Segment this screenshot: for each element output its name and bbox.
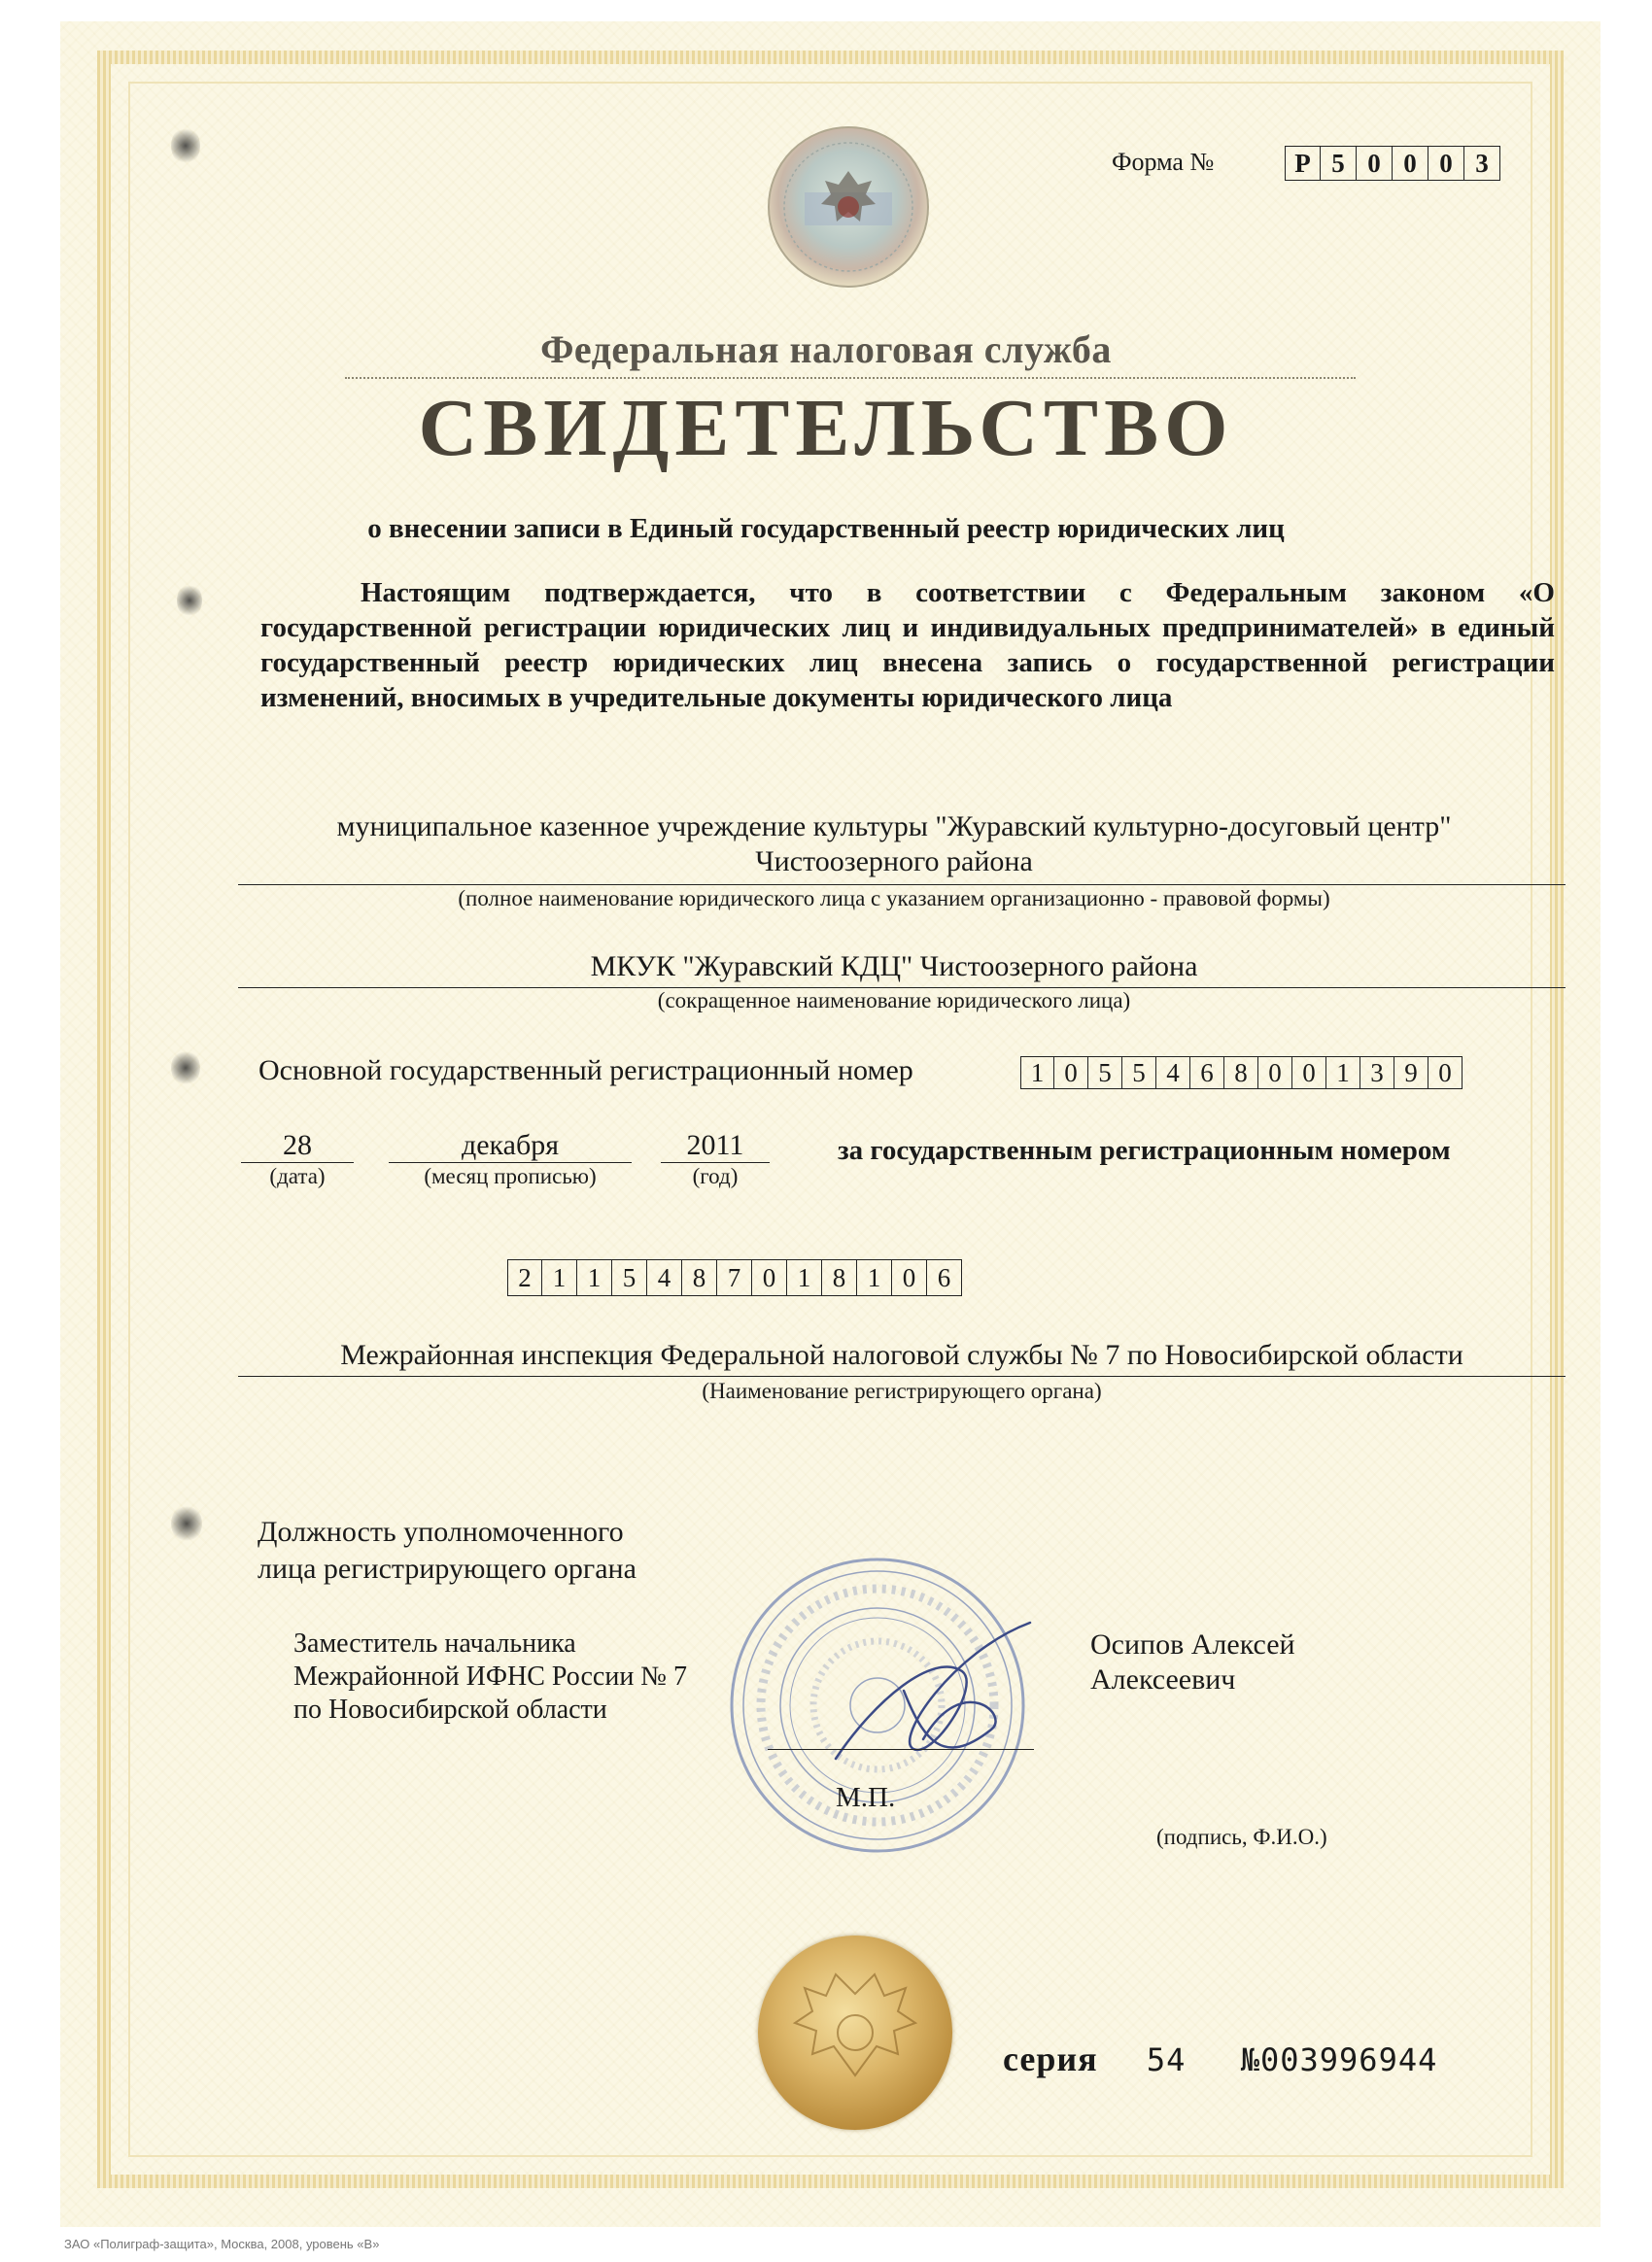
authority-underline [238,1376,1566,1377]
grn-digit: 5 [612,1259,647,1296]
dotted-divider [345,377,1356,379]
signature [816,1613,1069,1798]
grn-digit: 0 [752,1259,787,1296]
position-label-line2: лица регистрирующего органа [258,1553,637,1585]
certificate-title: СВИДЕТЕЛЬСТВО [418,383,1234,473]
grn-digit: 0 [892,1259,927,1296]
official-name-line2: Алексеевич [1090,1663,1236,1696]
grn-digit: 7 [717,1259,752,1296]
ogrn-digit: 5 [1088,1056,1122,1089]
grn-digit: 1 [577,1259,612,1296]
ink-smudge [171,1504,202,1543]
official-name-line1: Осипов Алексей [1090,1628,1295,1661]
grn-digit: 4 [647,1259,682,1296]
ogrn-digit: 8 [1224,1056,1258,1089]
seal-place-label: М.П. [836,1782,896,1813]
ink-smudge [171,126,200,165]
series-code: 54 [1146,2041,1187,2078]
date-year-underline [661,1162,770,1163]
date-month: декабря [461,1129,560,1161]
agency-name: Федеральная налоговая служба [540,327,1112,371]
official-position-line1: Заместитель начальника [293,1628,576,1659]
certificate-subtitle: о внесении записи в Единый государственный реестр юридических лиц [367,513,1285,544]
grn-digit: 8 [822,1259,857,1296]
official-position-line2: Межрайонной ИФНС России № 7 [293,1662,688,1692]
authority-caption: (Наименование регистрирующего органа) [702,1379,1102,1403]
statement-paragraph: Настоящим подтверждается, что в соответствии с Федеральным законом «О государственной регистрации юридических лиц и индивидуальных предпринимателей» в единый государственный реестр юридических лиц внесена запись о государственной регистрации изменений, вносимых в учредительные документы юридического лица [260,577,1555,713]
ink-smudge [171,1049,200,1086]
grn-digit: 1 [857,1259,892,1296]
ogrn-digit: 6 [1190,1056,1224,1089]
ogrn-digit: 0 [1054,1056,1088,1089]
date-month-caption: (месяц прописью) [424,1164,597,1188]
signature-line [768,1749,1034,1750]
full-name-line1: муниципальное казенное учреждение культуры "Журавский культурно-досуговый центр" [336,810,1452,842]
grn-digit: 8 [682,1259,717,1296]
ogrn-digit: 5 [1122,1056,1156,1089]
full-name-line2: Чистоозерного района [755,845,1033,877]
date-month-underline [389,1162,632,1163]
short-name: МКУК "Журавский КДЦ" Чистоозерного района [590,950,1198,982]
date-year: 2011 [686,1129,744,1161]
short-name-caption: (сокращенное наименование юридического лица) [657,988,1131,1012]
grn-cells [507,1259,962,1296]
date-day-caption: (дата) [269,1164,326,1188]
form-number-cells [1285,146,1500,181]
form-number-cell: 0 [1428,146,1464,181]
gold-seal [758,1936,952,2130]
eagle-emblem-icon [758,1936,952,2130]
hologram-emblem [766,124,931,290]
series-number [1003,2039,1437,2079]
ogrn-digit: 9 [1394,1056,1428,1089]
series-word: серия [1003,2039,1098,2078]
form-number-cell: 5 [1321,146,1357,181]
authority-name: Межрайонная инспекция Федеральной налоговой службы № 7 по Новосибирской области [340,1339,1463,1371]
ogrn-digit: 1 [1326,1056,1360,1089]
ogrn-digit: 0 [1428,1056,1463,1089]
grn-label: за государственным регистрационным номером [838,1135,1451,1166]
full-name-underline [238,884,1566,885]
date-year-caption: (год) [692,1164,739,1188]
signature-caption: (подпись, Ф.И.О.) [1156,1825,1327,1849]
ogrn-digit: 4 [1156,1056,1190,1089]
form-number-cell: Р [1285,146,1321,181]
ogrn-digit: 0 [1258,1056,1292,1089]
document-number: №003996944 [1240,2041,1438,2078]
grn-digit: 6 [927,1259,962,1296]
grn-digit: 1 [542,1259,577,1296]
form-number-cell: 0 [1357,146,1393,181]
ogrn-digit: 0 [1292,1056,1326,1089]
form-number-cell: 0 [1393,146,1428,181]
form-number-label: Форма № [1112,148,1215,176]
ogrn-label: Основной государственный регистрационный номер [258,1054,913,1086]
ogrn-cells [1020,1056,1463,1089]
position-label-line1: Должность уполномоченного [258,1516,624,1548]
grn-digit: 1 [787,1259,822,1296]
full-name-caption: (полное наименование юридического лица с указанием организационно - правовой формы) [458,886,1330,910]
ogrn-digit: 3 [1360,1056,1394,1089]
form-number-cell: 3 [1464,146,1500,181]
date-day-underline [241,1162,354,1163]
official-position-line3: по Новосибирской области [293,1695,607,1725]
ogrn-digit: 1 [1020,1056,1054,1089]
printer-footer: ЗАО «Полиграф-защита», Москва, 2008, уровень «В» [64,2237,380,2251]
grn-digit: 2 [507,1259,542,1296]
date-day: 28 [283,1129,312,1161]
ink-smudge [177,583,202,618]
